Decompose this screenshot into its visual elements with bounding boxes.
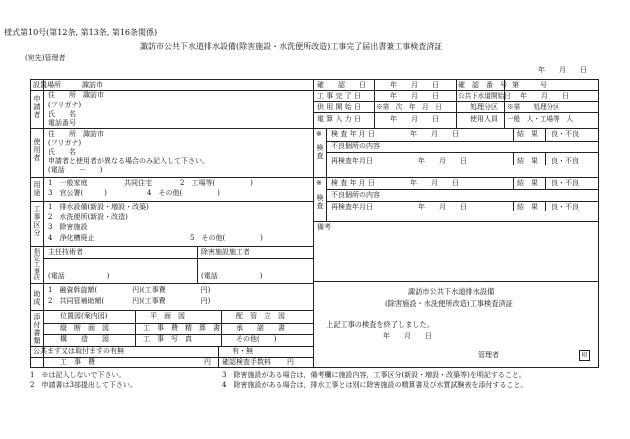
use-option-2: 2 工場等( ) <box>180 179 253 187</box>
location-value: 諏訪市 <box>82 81 103 89</box>
reinspect1-date-label: 再検査年月日 <box>331 157 373 165</box>
process-category-label: 処理分区 <box>470 103 498 111</box>
inspect1-defect: 不良個所の内容 <box>331 142 380 150</box>
completion-date-value: 年 月 日 <box>390 92 439 100</box>
reinspect1-result-value: 良・不良 <box>551 157 579 165</box>
applicant-phone: 電話番号 <box>48 119 76 127</box>
power-date-value: 年 月 日 <box>390 115 439 123</box>
inspect2-label: 検査 <box>316 194 324 210</box>
note-4: 4 除害施設がある場合は，排水工事とは別に除害施設の精算書及び水質試験表を添付すること。 <box>222 381 528 389</box>
process-category-value: ※第 処理分区 <box>507 103 560 111</box>
user-furigana: (フリガナ) <box>48 139 82 147</box>
inspect2-date-label: 検 査 年 月 日 <box>331 179 375 187</box>
removal-contractor-label: 除害施設施工者 <box>201 248 250 256</box>
form-number: 様式第10号(第12条, 第13条, 第16条関係) <box>4 28 158 37</box>
sewer-start-value: 年 月 日 <box>520 92 569 100</box>
reinspect2-result-label: 結 果 <box>517 203 538 211</box>
work-category-label: 工事区分 <box>33 205 41 237</box>
doc-location-map: 位置図(案内図) <box>60 312 108 320</box>
doc-longitudinal: 縦 断 面 図 <box>60 324 109 332</box>
addressee: (宛先)管理者 <box>25 54 66 62</box>
work-option-4: 4 浄化槽廃止 <box>48 234 95 242</box>
inspection-fee-yen: 円 <box>287 358 294 366</box>
subsidy-1: 1 融資斡旋額( 円)(工事費 円) <box>48 286 211 294</box>
inspect2-result-label: 結 果 <box>517 179 538 187</box>
user-count-value: 一般 人・工場等 人 <box>507 115 573 123</box>
certificate-subtitle: (除害施設・水洗便所改造)工事検査済証 <box>385 299 513 308</box>
doc-consent: 承 諾 書 <box>236 324 285 332</box>
inspect1-label: 検査 <box>316 144 324 160</box>
certificate-issuer: 諏訪市公共下水道排水設備 <box>408 287 495 296</box>
certificate-body: 上記工事の検査を終了しました。 <box>326 320 434 329</box>
doc-photos: 工 事 写 真 <box>143 335 192 343</box>
use-option-1: 1 一般家庭 <box>48 179 88 187</box>
use-option-3: 3 官公署( ) <box>48 189 107 197</box>
applicant-address: 住 所 諏訪市 <box>48 91 104 99</box>
work-cost-label: 工 事 費 <box>60 358 95 366</box>
work-option-3: 3 除害施設 <box>48 223 88 231</box>
confirm-number-label: 確 認 番 号 <box>458 81 507 89</box>
reinspect2-date-label: 再検査年月日 <box>331 203 373 211</box>
contractor-label: 指定工事店 <box>32 248 41 280</box>
user-name: 氏 名 <box>48 148 76 156</box>
use-option-4: 4 その他( ) <box>147 189 220 197</box>
inspect2-result-value: 良・不良 <box>551 179 579 187</box>
use-option-shared: 共同住宅 <box>124 179 152 187</box>
inspect2-date-value: 年 月 日 <box>410 179 459 187</box>
work-option-2: 2 水洗便所(新設・改造) <box>48 213 128 221</box>
reinspect2-result-value: 良・不良 <box>551 203 579 211</box>
reinspect1-result-label: 結 果 <box>517 157 538 165</box>
doc-other: その他( ) <box>236 335 277 343</box>
confirm-date-value: 年 月 日 <box>390 81 439 89</box>
user-address: 住 所 諏訪市 <box>48 130 104 138</box>
reinspect2-date-value: 年 月 日 <box>418 203 467 211</box>
subsidy-2: 2 共同管補助額( 円)(工事費 円) <box>48 297 211 305</box>
completion-date-label: 工 事 完 了 日 <box>317 92 361 100</box>
sewer-start-label: 公共下水道開始日 <box>458 92 511 100</box>
user-label: 使用者 <box>33 138 41 162</box>
removal-contractor-phone: (電話 ) <box>201 272 263 280</box>
applicant-label: 申請者 <box>33 95 41 119</box>
applicant-furigana: (フリガナ) <box>48 101 82 109</box>
use-label: 用途 <box>33 181 41 197</box>
inspect1-mark: ※ <box>316 130 322 138</box>
inspect1-result-label: 結 果 <box>517 130 538 138</box>
user-note: 申請者と使用者が異なる場合のみ記入して下さい。 <box>48 157 209 165</box>
power-date-label: 電 算 入 力 日 <box>317 115 361 123</box>
certificate-date: 年 月 日 <box>383 332 432 340</box>
inspect1-date-label: 検 査 年 月 日 <box>331 130 375 138</box>
note-2: 2 申請書は3部提出して下さい。 <box>30 381 137 389</box>
inspect2-mark: ※ <box>316 179 322 187</box>
service-start-label: 供 用 開 始 日 <box>317 103 361 111</box>
inspect1-date-value: 年 月 日 <box>410 130 459 138</box>
public-sewer-value: 有・無 <box>232 347 253 355</box>
inspect2-defect: 不良個所の内容 <box>331 191 380 199</box>
work-cost-yen: 円 <box>204 358 211 366</box>
submission-date: 年 月 日 <box>538 66 587 74</box>
confirm-number-value: 第 号 <box>512 81 547 89</box>
doc-cost-statement: 工 事 費 精 算 書 <box>143 324 220 332</box>
seal-icon: 印 <box>579 350 590 361</box>
doc-piping-elevation: 配 管 立 図 <box>236 312 285 320</box>
certificate-administrator: 管理者 <box>478 351 499 359</box>
work-option-1: 1 排水設備(新設・増設・改築) <box>48 203 149 211</box>
inspect1-result-value: 良・不良 <box>551 130 579 138</box>
doc-plan: 平 面 図 <box>150 312 185 320</box>
remarks-label: 備考 <box>317 223 331 231</box>
user-phone: (電話 － ) <box>48 166 103 174</box>
attachments-label: 添付書類 <box>33 313 41 345</box>
work-option-5: 5 その他( ) <box>190 234 263 242</box>
contractor-phone: (電話 ) <box>48 272 110 280</box>
inspection-fee-label: 確認検査手数料 <box>222 358 271 366</box>
subsidy-label: 助成 <box>33 290 41 306</box>
applicant-name: 氏 名 <box>48 110 76 118</box>
service-start-value: ※第 次 年 月 日 <box>376 103 442 111</box>
public-sewer-label: 公共ます又は取付ますの有無 <box>33 347 124 355</box>
confirm-date-label: 確 認 日 <box>317 81 366 89</box>
reinspect1-date-value: 年 月 日 <box>418 157 467 165</box>
document-title: 諏訪市公共下水道排水設備(除害施設・水洗便所改造)工事完了届出書兼工事検査済証 <box>140 42 443 51</box>
chief-engineer-label: 主任技術者 <box>48 248 83 256</box>
note-3: 3 除害施設がある場合は，備考欄に施設内容，工事区分(新設・増設・改築等)を明記すること。 <box>222 371 526 379</box>
location-label: 設置場所 <box>33 81 61 89</box>
doc-structure: 構 造 図 <box>60 335 109 343</box>
note-1: 1 ※は記入しないで下さい。 <box>30 371 126 379</box>
user-count-label: 使用人員 <box>470 115 498 123</box>
